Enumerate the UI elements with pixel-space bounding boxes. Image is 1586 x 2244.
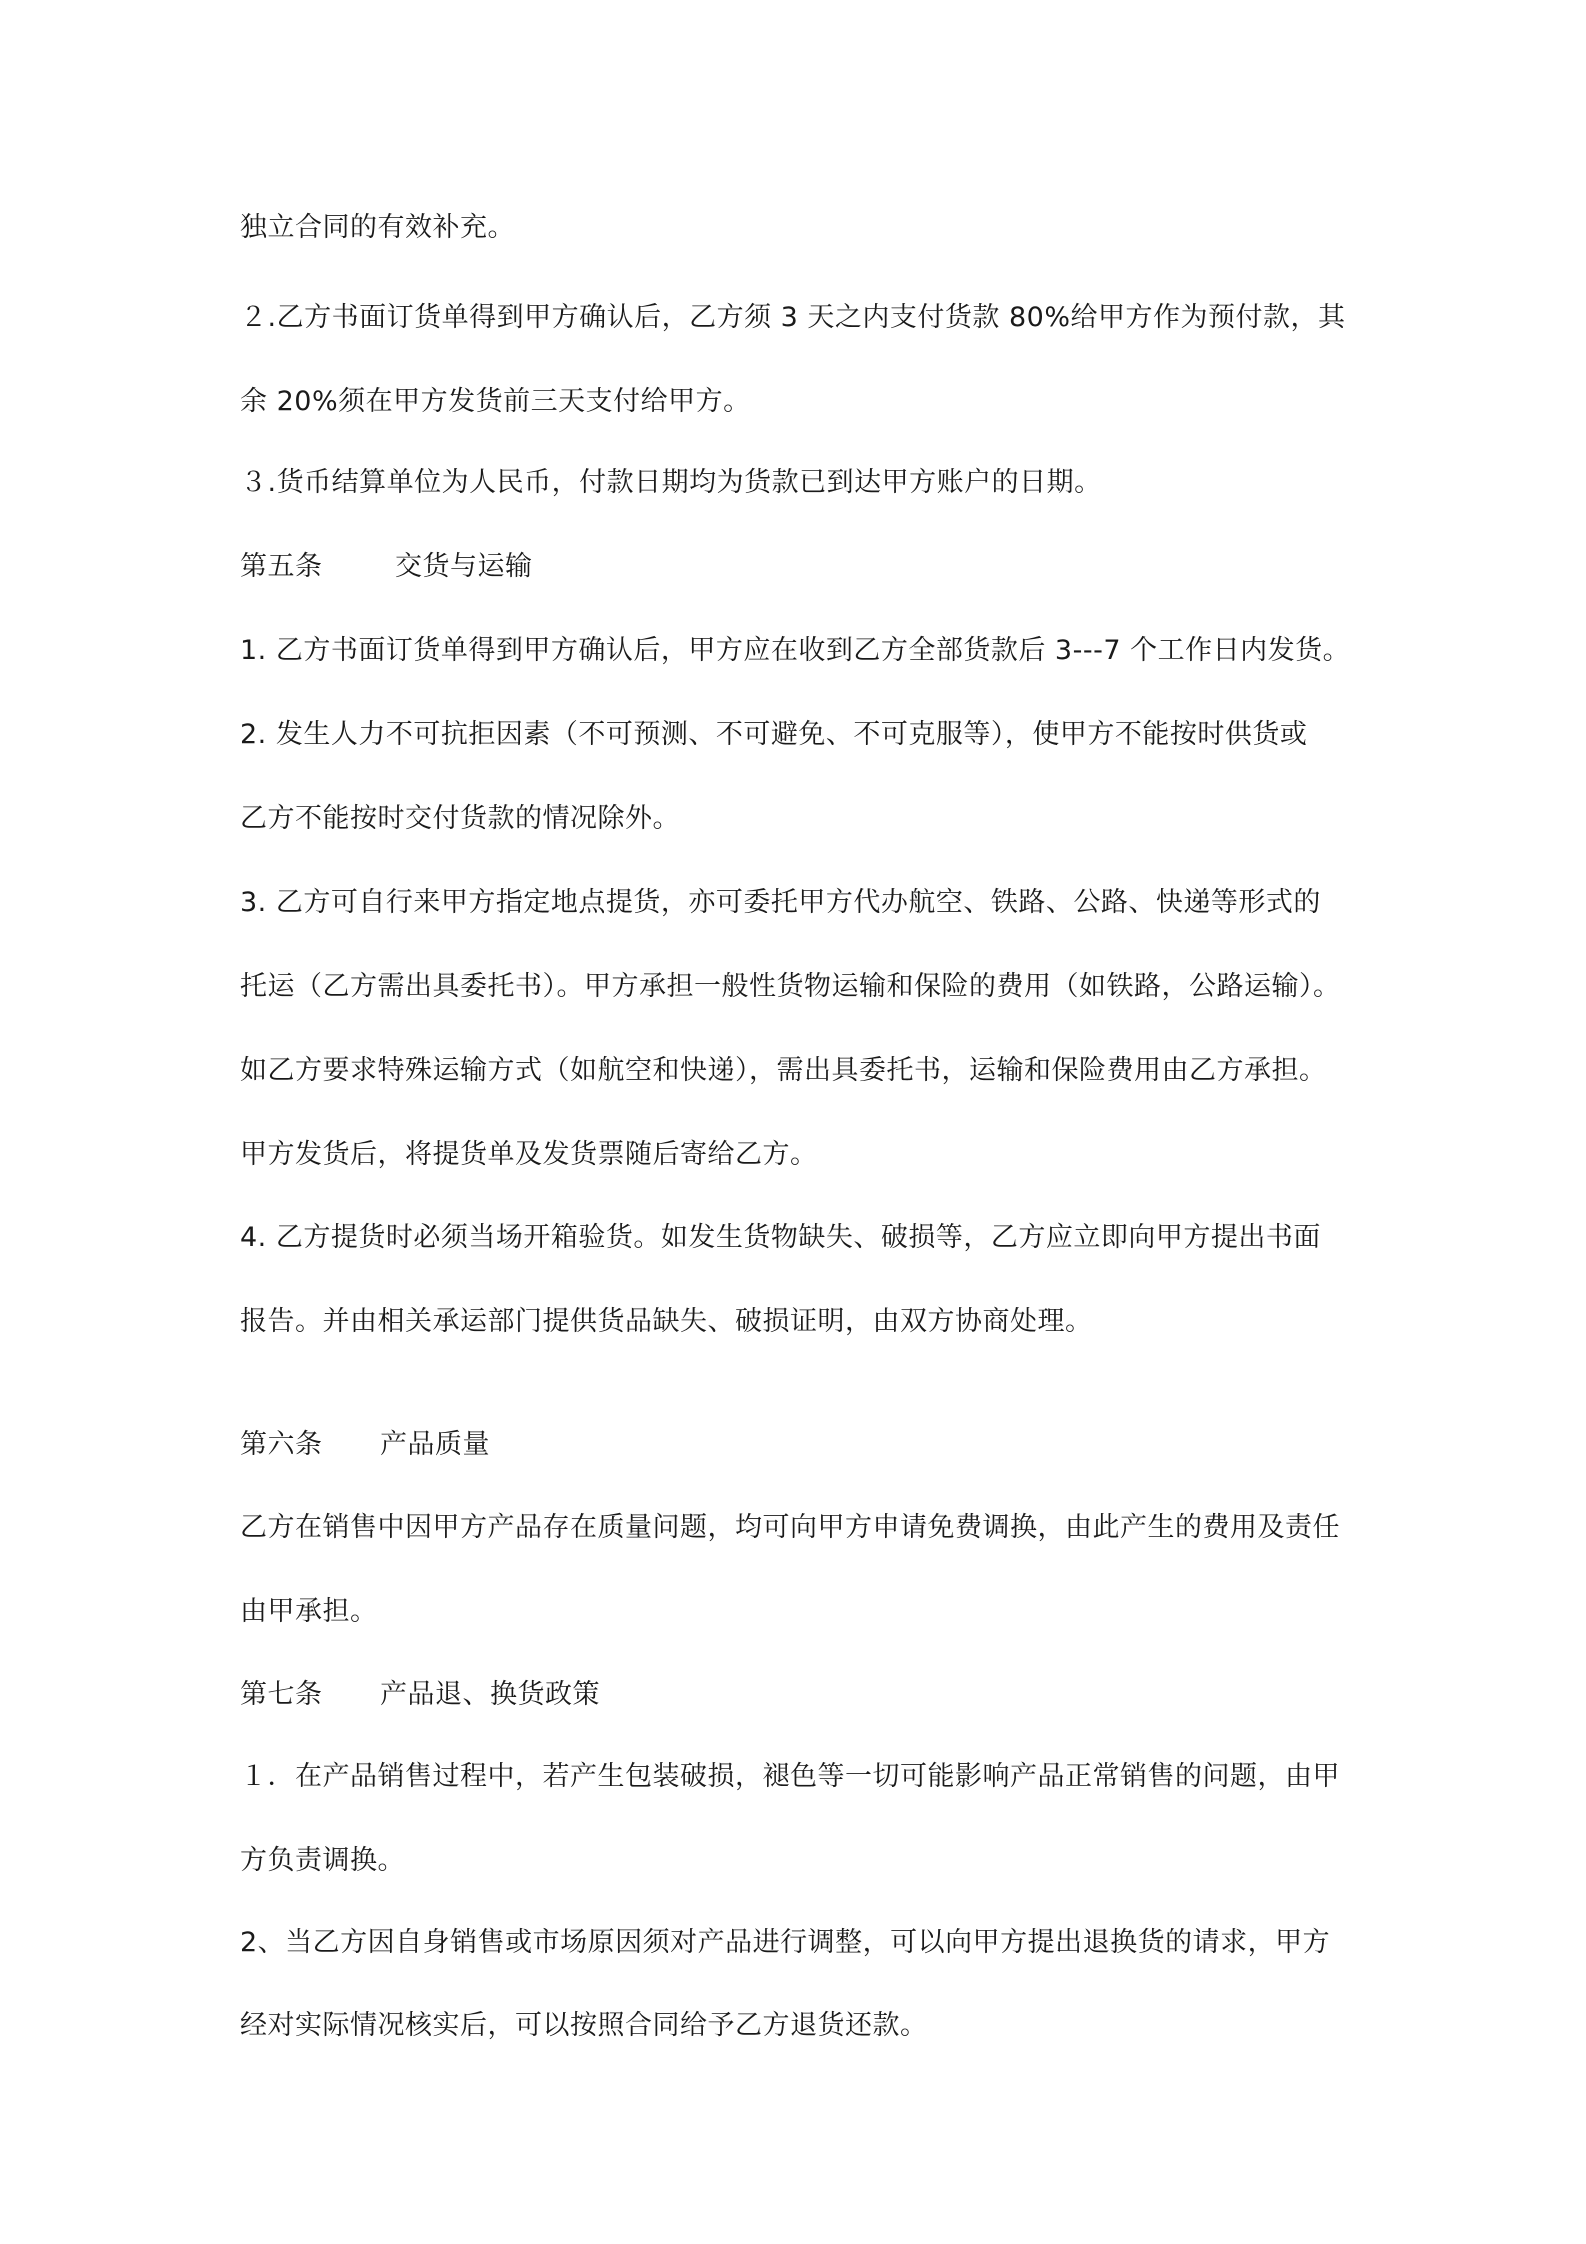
- paragraph-line: １．在产品销售过程中，若产生包装破损，褪色等一切可能影响产品正常销售的问题，由甲: [240, 1761, 1340, 1792]
- section-number: 第七条: [240, 1679, 323, 1710]
- section-heading-6: [240, 1425, 490, 1465]
- paragraph-line: 4. 乙方提货时必须当场开箱验货。如发生货物缺失、破损等，乙方应立即向甲方提出书面: [240, 1222, 1321, 1253]
- paragraph-line: 乙方不能按时交付货款的情况除外。: [240, 803, 680, 834]
- paragraph-line: 3. 乙方可自行来甲方指定地点提货，亦可委托甲方代办航空、铁路、公路、快递等形式的: [240, 887, 1321, 918]
- paragraph-line: 1. 乙方书面订货单得到甲方确认后，甲方应在收到乙方全部货款后 3---7 个工作日内发货。: [240, 635, 1351, 666]
- section-title: 交货与运输: [395, 551, 533, 582]
- paragraph-line: 甲方发货后，将提货单及发货票随后寄给乙方。: [240, 1139, 818, 1170]
- paragraph-line: ２.乙方书面订货单得到甲方确认后，乙方须 3 天之内支付货款 80%给甲方作为预付款，其: [240, 302, 1346, 333]
- section-number: 第五条: [240, 551, 323, 582]
- paragraph-line: 经对实际情况核实后，可以按照合同给予乙方退货还款。: [240, 2010, 928, 2041]
- paragraph-line: 独立合同的有效补充。: [240, 212, 515, 243]
- section-title: 产品退、换货政策: [380, 1679, 600, 1710]
- paragraph-line: 如乙方要求特殊运输方式（如航空和快递），需出具委托书，运输和保险费用由乙方承担。: [240, 1055, 1327, 1086]
- paragraph-line: 报告。并由相关承运部门提供货品缺失、破损证明，由双方协商处理。: [240, 1306, 1093, 1337]
- paragraph-line: 2. 发生人力不可抗拒因素（不可预测、不可避免、不可克服等），使甲方不能按时供货或: [240, 719, 1308, 750]
- paragraph-line: 余 20%须在甲方发货前三天支付给甲方。: [240, 386, 751, 417]
- paragraph-line: 由甲承担。: [240, 1596, 378, 1627]
- paragraph-line: 托运（乙方需出具委托书）。甲方承担一般性货物运输和保险的费用（如铁路，公路运输）。: [240, 971, 1341, 1002]
- paragraph-line: 方负责调换。: [240, 1845, 405, 1876]
- section-heading-7: [240, 1675, 600, 1715]
- section-number: 第六条: [240, 1429, 323, 1460]
- section-title: 产品质量: [380, 1429, 490, 1460]
- paragraph-line: 2、当乙方因自身销售或市场原因须对产品进行调整，可以向甲方提出退换货的请求，甲方: [240, 1927, 1331, 1958]
- paragraph-line: 乙方在销售中因甲方产品存在质量问题，均可向甲方申请免费调换，由此产生的费用及责任: [240, 1512, 1340, 1543]
- paragraph-line: ３.货币结算单位为人民币，付款日期均为货款已到达甲方账户的日期。: [240, 467, 1102, 498]
- section-heading-5: [240, 547, 533, 587]
